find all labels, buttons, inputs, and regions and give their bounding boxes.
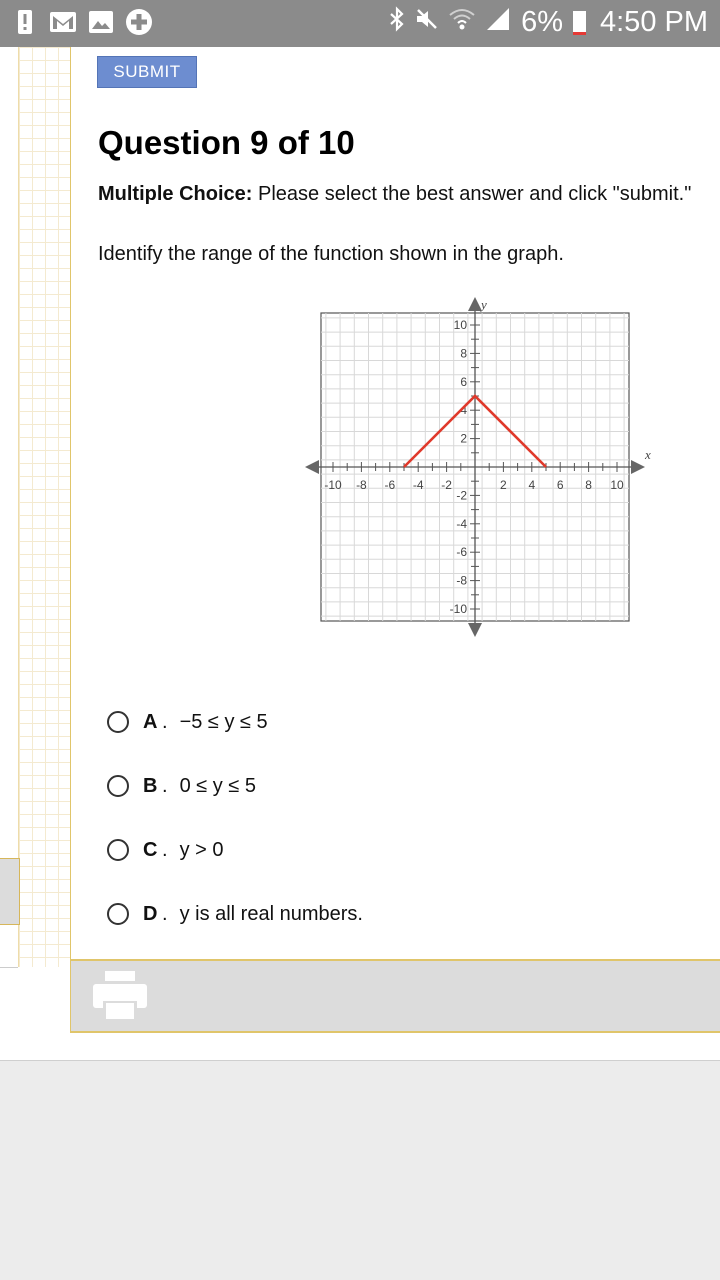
printer-icon[interactable] [93,971,147,1021]
side-grid-decoration [18,47,70,967]
y-tick-label: 10 [453,318,467,332]
choice-letter: A [143,710,158,733]
battery-percent: 6% [521,6,563,38]
choice-letter: D [143,902,158,925]
y-tick-label: 8 [460,346,467,361]
x-axis-arrow-left [305,460,319,474]
divider [0,967,18,968]
x-tick-label: 6 [556,478,564,492]
plus-icon [126,9,152,35]
mute-icon [415,6,439,39]
page [0,47,720,1280]
x-tick-label: -10 [324,478,342,492]
battery-icon [573,11,586,35]
question-prompt: Identify the range of the function shown in the graph. [98,243,564,265]
clock: 4:50 PM [600,6,708,38]
choice-text: −5 ≤ y ≤ 5 [179,710,268,733]
x-tick-label: 4 [528,478,536,492]
blank-area [0,1061,720,1280]
y-tick-label: -8 [456,573,467,588]
x-tick-label: 2 [500,478,507,492]
choice-d[interactable]: D . y is all real numbers. [107,899,527,929]
radio-c[interactable] [107,839,129,861]
choice-letter: B [143,774,158,797]
x-axis-label: x [645,447,651,462]
y-axis-label: y [481,297,487,312]
signal-icon [485,6,511,39]
status-bar [0,0,720,47]
y-tick-label: -4 [456,516,467,531]
instruction-label: Multiple Choice: [98,183,253,205]
x-tick-label: -8 [356,478,367,492]
radio-d[interactable] [107,903,129,925]
instruction-text: Please select the best answer and click "submit." [252,183,692,205]
x-tick-label: -6 [384,478,396,492]
radio-b[interactable] [107,775,129,797]
y-tick-label: 6 [460,374,467,389]
choice-a[interactable]: A . −5 ≤ y ≤ 5 [107,707,527,737]
side-tab[interactable] [0,858,20,925]
y-tick-label: -2 [456,488,467,503]
y-tick-label: -6 [456,545,467,560]
bluetooth-icon [389,6,405,39]
x-tick-label: 8 [585,478,592,492]
y-tick-label: 2 [460,431,467,446]
y-axis-arrow-top [468,297,482,311]
y-tick-label: -10 [449,602,467,616]
choice-text: y > 0 [179,838,224,861]
notification-icons [12,9,152,35]
choice-text: 0 ≤ y ≤ 5 [179,774,256,797]
x-tick-label: -2 [441,478,452,492]
choice-letter: C [143,838,158,861]
wifi-icon [449,6,475,39]
content-border [70,47,71,1032]
alert-icon [12,9,38,35]
y-tick-label: 4 [460,403,467,418]
y-axis-arrow-bottom [468,623,482,637]
question-instruction [98,183,691,206]
gmail-icon [50,9,76,35]
choice-c[interactable]: C . y > 0 [107,835,527,865]
gallery-icon [88,9,114,35]
choice-text: y is all real numbers. [179,902,363,925]
footer-toolbar [70,959,720,1033]
choice-b[interactable]: B . 0 ≤ y ≤ 5 [107,771,527,801]
function-graph [300,297,651,650]
radio-a[interactable] [107,711,129,733]
question-title: Question 9 of 10 [98,124,355,161]
x-tick-label: -4 [412,478,424,492]
x-axis-arrow-right [631,460,645,474]
submit-button[interactable]: SUBMIT [97,56,197,88]
x-tick-label: 10 [610,478,624,492]
system-status [389,6,708,39]
